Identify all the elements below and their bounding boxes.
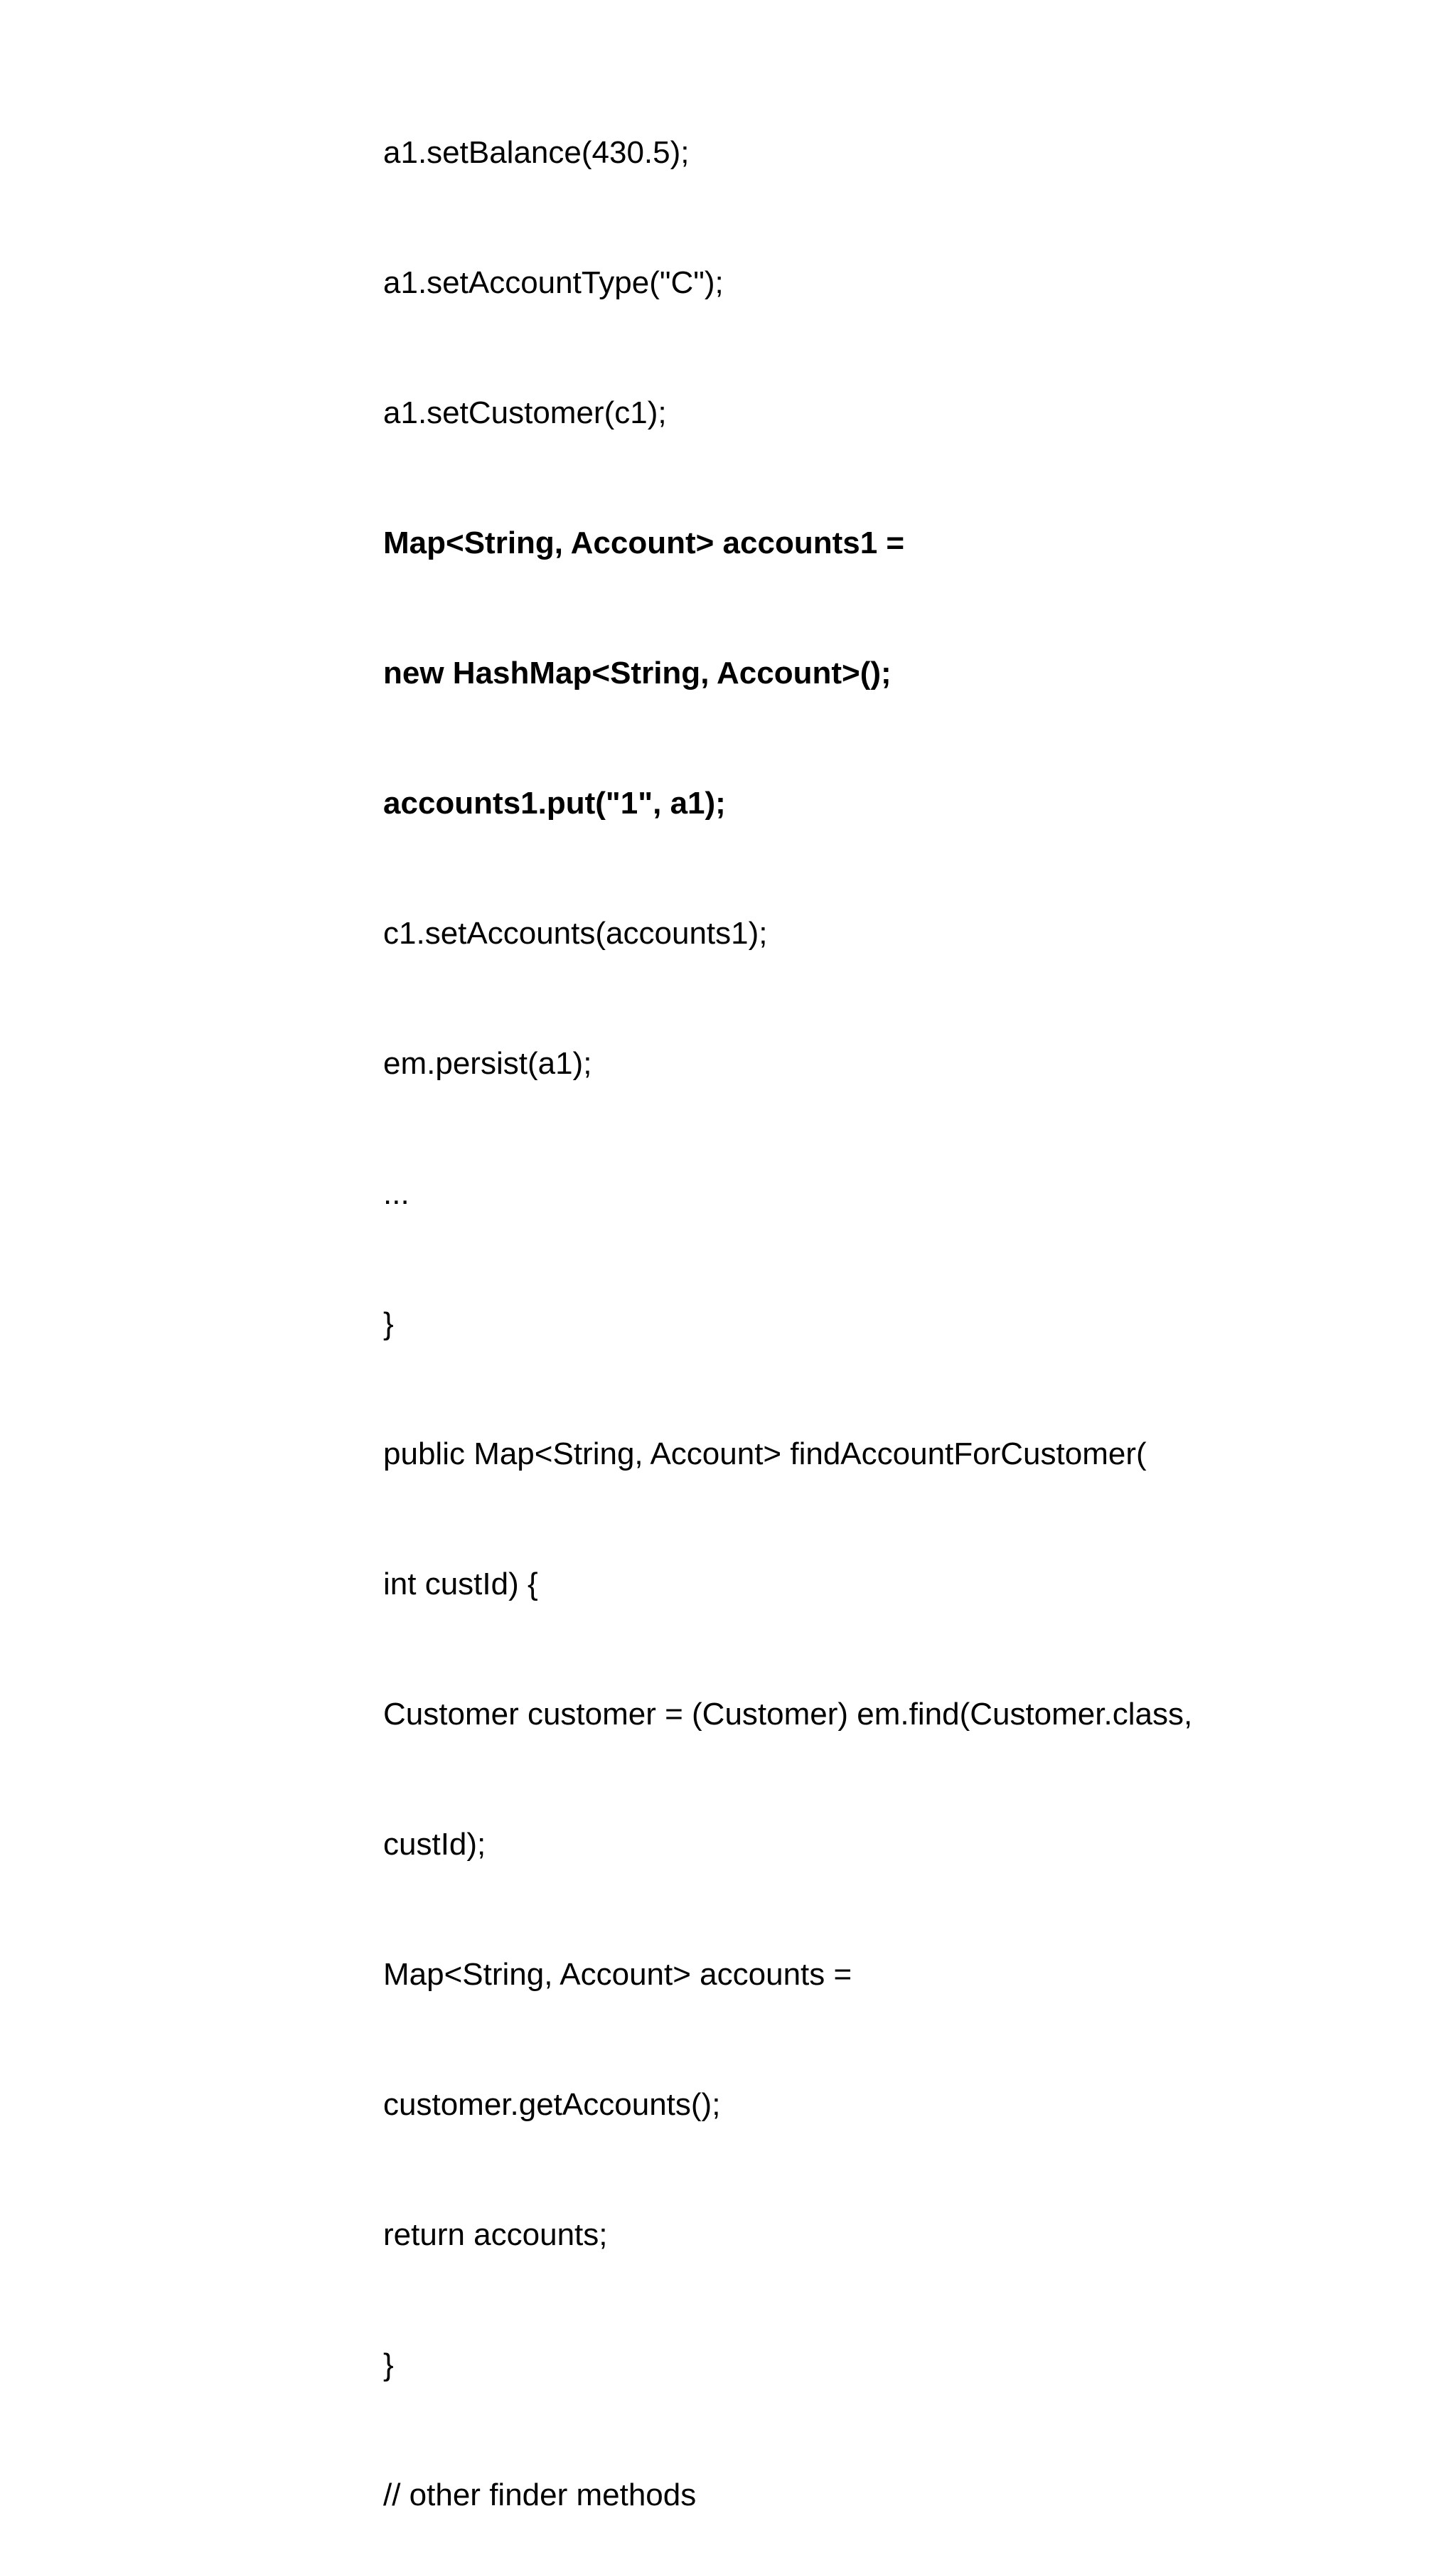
code-line-16: customer.getAccounts(); bbox=[383, 2087, 721, 2122]
code-line-2: a1.setAccountType("C"); bbox=[383, 265, 724, 300]
code-line-18: } bbox=[383, 2347, 394, 2382]
code-line-3: a1.setCustomer(c1); bbox=[383, 395, 667, 430]
code-line-1: a1.setBalance(430.5); bbox=[383, 135, 690, 170]
code-line-13: Customer customer = (Customer) em.find(Customer.class, bbox=[383, 1697, 1193, 1732]
code-line-4-highlighted: Map<String, Account> accounts1 = bbox=[383, 526, 905, 560]
code-line-5-highlighted: new HashMap<String, Account>(); bbox=[383, 656, 892, 690]
code-line-8: em.persist(a1); bbox=[383, 1046, 592, 1081]
code-line-12: int custId) { bbox=[383, 1567, 538, 1601]
code-line-15: Map<String, Account> accounts = bbox=[383, 1957, 852, 1992]
code-listing bbox=[383, 44, 1192, 2560]
code-line-19: // other finder methods bbox=[383, 2478, 697, 2512]
code-line-6-highlighted: accounts1.put("1", a1); bbox=[383, 786, 726, 821]
code-line-10: } bbox=[383, 1306, 394, 1341]
code-line-17: return accounts; bbox=[383, 2217, 608, 2252]
code-line-11: public Map<String, Account> findAccountForCustomer( bbox=[383, 1436, 1147, 1471]
code-line-14: custId); bbox=[383, 1827, 486, 1862]
code-line-9: ... bbox=[383, 1176, 410, 1211]
code-line-7: c1.setAccounts(accounts1); bbox=[383, 916, 768, 951]
